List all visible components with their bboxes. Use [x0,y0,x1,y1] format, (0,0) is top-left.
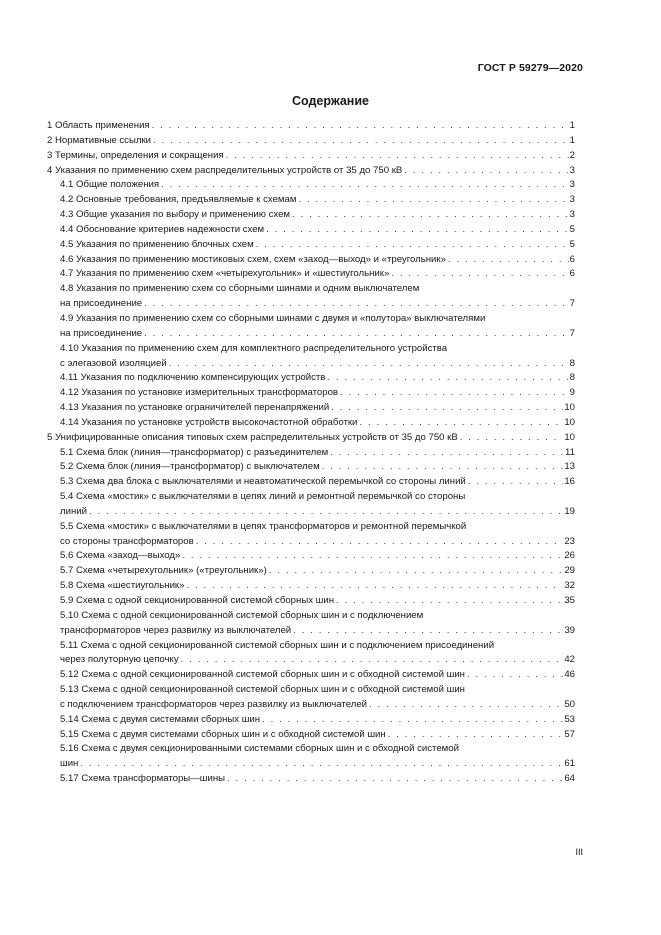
toc-entry[interactable] [47,446,575,461]
toc-entry-title: 5.14 Схема с двумя системами сборных шин [60,713,261,725]
page-title: Содержание [291,94,369,108]
toc-entry-title: 5.10 Схема с одной секционированной системой сборных шин и с подключением [60,609,424,621]
dot-leader [292,208,569,223]
dot-leader [80,757,563,772]
toc-entry-title: 5.12 Схема с одной секционированной системой сборных шин и с обходной системой шин [60,669,465,681]
dot-leader [181,653,564,668]
toc-entry-title: с подключением трансформаторов через развилку из выключателей [60,698,368,710]
toc-entry[interactable] [47,579,575,594]
toc-entry[interactable] [47,742,575,772]
dot-leader [327,371,568,386]
toc-entry-title: со стороны трансформаторов [60,535,194,547]
toc-entry-title: 5.17 Схема трансформаторы—шины [60,773,226,785]
toc-entry-title: 4.8 Указания по применению схем со сборными шинами и одним выключателем [60,283,420,295]
toc-entry[interactable] [47,475,575,490]
dot-leader [144,297,569,312]
toc-entry-title: 4.13 Указания по установке ограничителей перенапряжений [60,402,330,414]
toc-entry-page: 10 [564,402,575,414]
toc-entry-page: 57 [564,728,575,740]
toc-entry-page: 64 [564,773,575,785]
toc-entry-page: 9 [569,387,575,399]
toc-entry-page: 10 [564,431,575,443]
toc-entry[interactable] [47,594,575,609]
dot-leader [460,431,564,446]
toc-entry-title: 4.7 Указания по применению схем «четырехугольник» и «шестиугольник» [60,268,390,280]
dot-leader [340,386,569,401]
dot-leader [359,416,563,431]
toc-entry-title: 4.10 Указания по применению схем для комплектного распределительного устройства [60,342,448,354]
toc-entry-page: 32 [564,580,575,592]
dot-leader [161,178,569,193]
toc-entry[interactable] [47,134,575,149]
toc-entry[interactable] [47,401,575,416]
dot-leader [331,401,563,416]
toc-entry[interactable] [47,119,575,134]
dot-leader [153,134,569,149]
toc-entry-page: 1 [569,120,575,131]
dot-leader [266,223,568,238]
toc-entry-page: 42 [564,654,575,666]
toc-entry-title: 5.11 Схема с одной секционированной системой сборных шин и с подключением присоединений [60,639,495,651]
toc-entry-page: 8 [569,357,575,369]
toc-entry-title: 4.3 Общие указания по выбору и применению схем [60,209,291,221]
toc-entry-title: линий [60,505,87,517]
toc-entry-title: 5.15 Схема с двумя системами сборных шин и с обходной системой шин [60,728,386,740]
toc-entry-title: через полуторную цепочку [60,654,179,666]
toc-entry-page: 3 [569,164,575,176]
toc-entry-page: 6 [569,253,575,265]
toc-entry-title: 5.5 Схема «мостик» с выключателями в цепях трансформаторов и ремонтной перемычкой [60,520,467,532]
toc-entry[interactable] [47,728,575,743]
toc-entry-title: трансформаторов через развилку из выключателей [60,624,292,636]
page-number: III [575,847,583,857]
toc-entry[interactable] [47,431,575,446]
toc-entry-page: 29 [564,565,575,577]
toc-entry[interactable] [47,564,575,579]
dot-leader [388,728,564,743]
table-of-contents [47,119,575,787]
toc-entry-page: 7 [569,298,575,310]
toc-entry-page: 8 [569,372,575,384]
toc-entry[interactable] [47,609,575,639]
toc-entry-page: 3 [569,194,575,206]
toc-entry-title: 4.11 Указания по подключению компенсирующих устройств [60,372,326,384]
toc-entry-title: 5 Унифицированные описания типовых схем распределительных устройств от 35 до 750 кВ [47,431,458,443]
toc-entry[interactable] [47,668,575,683]
toc-entry[interactable] [47,386,575,401]
toc-entry-page: 6 [569,268,575,280]
toc-entry-title: на присоединение [60,327,143,339]
toc-entry-page: 35 [564,595,575,606]
toc-entry-title: 5.9 Схема с одной секционированной системой сборных шин [60,595,335,606]
toc-entry-page: 53 [564,713,575,725]
toc-entry[interactable] [47,490,575,520]
toc-entry-page: 23 [564,535,575,547]
dot-leader [322,460,564,475]
dot-leader [182,549,563,564]
toc-entry-page: 5 [569,223,575,235]
toc-entry-page: 19 [564,505,575,517]
toc-entry-page: 39 [564,624,575,636]
toc-entry[interactable] [47,683,575,713]
toc-entry-page: 16 [564,476,575,488]
toc-entry-page: 3 [569,179,575,191]
toc-entry-title: 5.13 Схема с одной секционированной системой сборных шин и с обходной системой шин [60,684,465,696]
dot-leader [269,564,564,579]
toc-entry-title: 1 Область применения [47,120,150,131]
toc-entry[interactable] [47,549,575,564]
toc-entry-title: 5.3 Схема два блока с выключателями и неавтоматической перемычкой со стороны линий [60,476,466,488]
toc-entry[interactable] [47,713,575,728]
toc-entry[interactable] [47,223,575,238]
dot-leader [404,164,568,179]
standard-designation: ГОСТ Р 59279—2020 [477,62,583,74]
toc-entry[interactable] [47,772,575,787]
toc-entry-page: 2 [569,149,575,161]
toc-entry-title: с элегазовой изоляцией [60,357,167,369]
toc-entry-title: 4.12 Указания по установке измерительных трансформаторов [60,387,339,399]
toc-entry-page: 50 [564,698,575,710]
toc-entry-page: 13 [564,461,575,473]
toc-entry-title: 4.1 Общие положения [60,179,160,191]
toc-entry-title: 5.7 Схема «четырехугольник» («треугольник») [60,565,267,577]
toc-entry-title: 5.6 Схема «заход—выход» [60,550,181,562]
toc-entry[interactable] [47,253,575,268]
toc-entry[interactable] [47,267,575,282]
toc-entry[interactable] [47,149,575,164]
toc-entry[interactable] [47,193,575,208]
toc-entry-page: 5 [569,238,575,250]
toc-entry-title: 4.6 Указания по применению мостиковых схем, схем «заход—выход» и «треугольник» [60,253,446,265]
dot-leader [144,327,569,342]
toc-entry[interactable] [47,282,575,312]
toc-entry-page: 7 [569,327,575,339]
toc-entry[interactable] [47,312,575,342]
toc-entry-title: 4.9 Указания по применению схем со сборными шинами с двумя и «полутора» выключателями [60,312,486,324]
toc-entry-title: 2 Нормативные ссылки [47,134,152,146]
dot-leader [89,505,563,520]
toc-entry-title: 4.14 Указания по установке устройств высокочастотной обработки [60,416,358,428]
toc-entry[interactable] [47,520,575,550]
toc-entry-title: 5.2 Схема блок (линия—трансформатор) с выключателем [60,461,320,473]
toc-entry[interactable] [47,371,575,386]
dot-leader [336,594,563,609]
toc-entry-title: 4.4 Обоснование критериев надежности схем [60,223,265,235]
toc-entry-title: 5.8 Схема «шестиугольник» [60,580,185,592]
dot-leader [152,119,569,134]
toc-entry-title: 5.1 Схема блок (линия—трансформатор) с разъединителем [60,446,329,458]
toc-entry-page: 46 [564,669,575,681]
toc-entry-page: 26 [564,550,575,562]
toc-entry[interactable] [47,639,575,669]
toc-entry[interactable] [47,178,575,193]
toc-entry[interactable] [47,460,575,475]
toc-entry-page: 1 [569,134,575,146]
dot-leader [262,713,563,728]
toc-entry-title: 5.4 Схема «мостик» с выключателями в цепях линий и ремонтной перемычкой со стороны [60,491,466,503]
toc-entry-title: на присоединение [60,298,143,310]
toc-entry-title: 5.16 Схема с двумя секционированными системами сборных шин и с обходной системой [60,743,459,755]
dot-leader [468,475,564,490]
dot-leader [298,193,568,208]
dot-leader [330,446,564,461]
dot-leader [226,149,569,164]
toc-entry-title: 4.5 Указания по применению блочных схем [60,238,254,250]
toc-entry-title: 3 Термины, определения и сокращения [47,149,224,161]
toc-entry-page: 10 [564,416,575,428]
dot-leader [186,579,563,594]
toc-entry[interactable] [47,416,575,431]
toc-entry[interactable] [47,164,575,179]
toc-entry[interactable] [47,238,575,253]
dot-leader [369,698,563,713]
toc-entry-title: 4 Указания по применению схем распределительных устройств от 35 до 750 кВ [47,164,403,176]
dot-leader [391,267,568,282]
toc-entry[interactable] [47,342,575,372]
dot-leader [467,668,563,683]
toc-entry-page: 3 [569,209,575,221]
toc-entry-title: 4.2 Основные требования, предъявляемые к схемам [60,194,297,206]
dot-leader [293,624,563,639]
dot-leader [448,253,569,268]
dot-leader [227,772,563,787]
dot-leader [196,535,564,550]
dot-leader [169,357,569,372]
toc-entry-title: шин [60,758,79,770]
toc-entry[interactable] [47,208,575,223]
toc-entry-page: 61 [564,758,575,770]
toc-entry-page: 11 [565,446,575,458]
dot-leader [256,238,569,253]
